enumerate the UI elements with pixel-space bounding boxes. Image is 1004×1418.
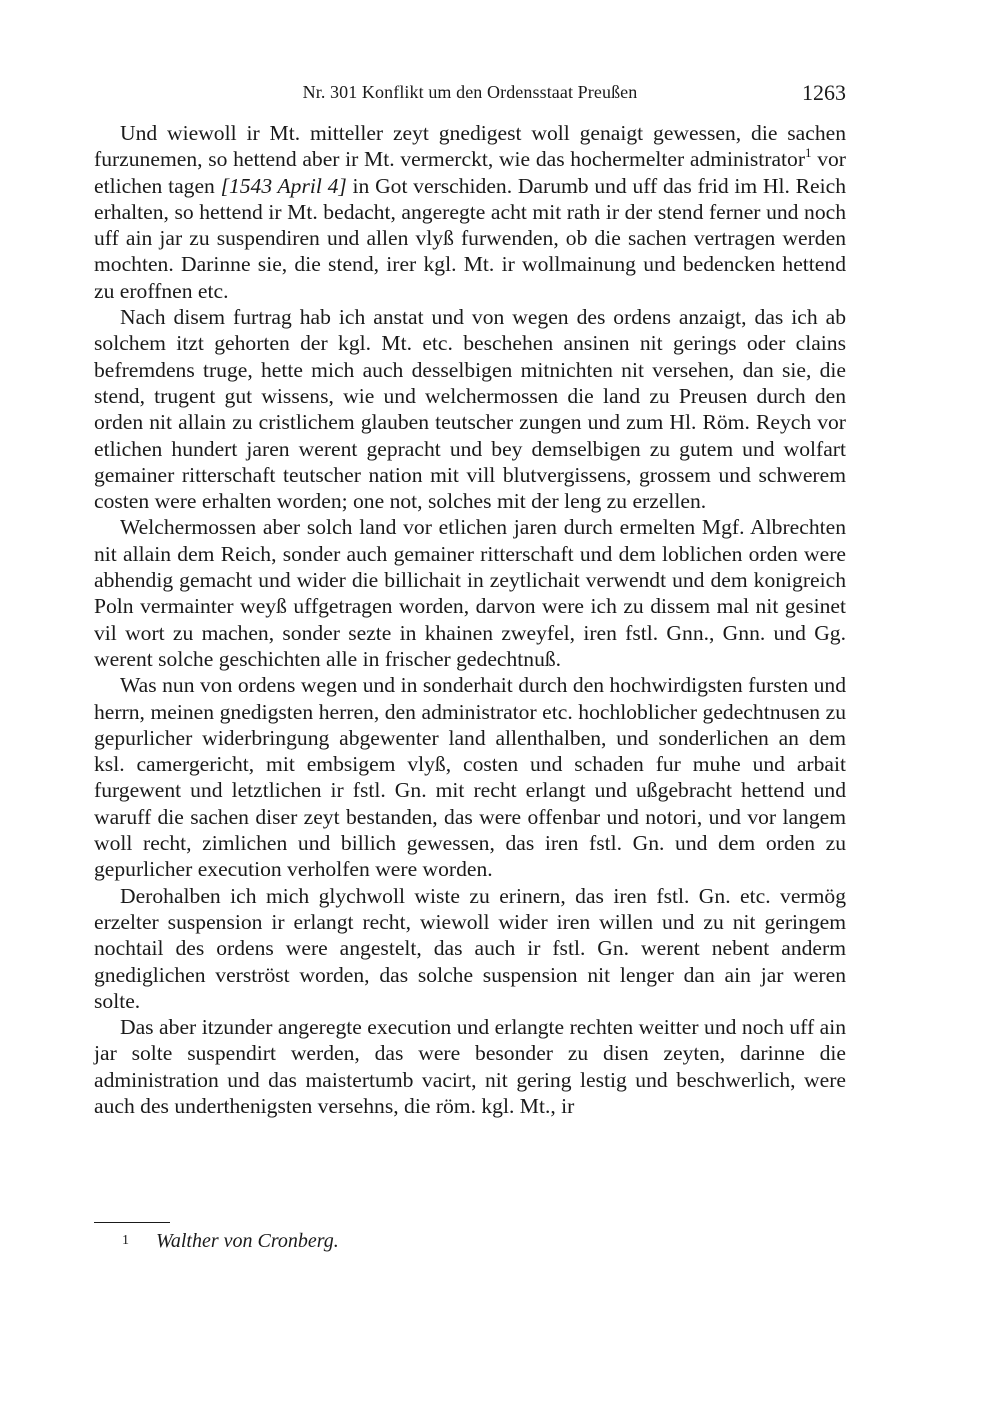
paragraph-6: Das aber itzunder angeregte execution und erlangte rechten weitter und noch uff ain jar solte suspendirt werden, das were besonder zu disen zeyten, darinne die administration und das maistertumb vacirt, nit gering lestig und beschwerlich, were auch des underthenigsten versehns, die röm. kgl. Mt., ir [94,1015,846,1118]
paragraph-1: Und wiewoll ir Mt. mitteller zeyt gnedigest woll genaigt gewessen, die sachen furzunemen, so hettend aber ir Mt. vermerckt, wie das hochermelter administrator$^1$ vor etlichen tagen [1543 April 4] in Got verschiden. Darumb und uff das frid im Hl. Reich erhalten, so hettend ir Mt. bedacht, angeregte acht mit rath ir der stend ferner und noch uff ain jar zu suspendiren und allen vlyß furwenden, ob die sachen vertragen werden mochten. Darinne sie, die stend, irer kgl. Mt. ir wollmainung und bedencken hettend zu eroffnen etc. [94,121,847,303]
paragraph-5: Derohalben ich mich glychwoll wiste zu erinern, das iren fstl. Gn. etc. vermög erzelter suspension ir erlangt recht, wiewoll wider iren willen und zu nit geringem nochtail des ordens were angestelt, das auch ir fstl. Gn. werent nebent anderm gnediglichen verströst worden, das solche suspension nit lenger dan ain jar weren solte. [94,883,846,1013]
footnote-separator [94,1222,170,1223]
footnote-text: Walther von Cronberg. [156,1230,339,1252]
paragraph-4: Was nun von ordens wegen und in sonderhait durch den hochwirdigsten fursten und herrn, meinen gnedigsten herren, den administrator etc. hochloblicher gedechtnusen zu gepurlicher widerbringung abgewenter land allenthalben, und sonderlichen an dem ksl. camergericht, mit embsigem vlyß, costen und schaden fur muhe und arbait furgewent und letztlichen ir fstl. Gn. mit recht erlangt und ußgebracht hettend und waruff die sachen diser zeyt bestanden, das were offenbar und notori, und vor langem woll recht, zimlichen und billich gewessen, das iren fstl. Gn. und dem orden zu gepurlicher execution verholfen were worden. [94,673,846,882]
editorial-date: [1543 April 4] [220,173,347,198]
page-number: 1263 [802,80,846,105]
main-text [94,120,846,1119]
paragraph-3: Welchermossen aber solch land vor etlichen jaren durch ermelten Mgf. Albrechten nit allain dem Reich, sonder auch gemainer ritterschaft und dem loblichen orden were abhendig gemacht und wider die billichait in zeytlichait verwendt und dem konigreich Poln vermainter weyß uffgetragen worden, darvon were ich zu dissem mal nit gesinet vil wort zu machen, sonder sezte in khainen zweyfel, iren fstl. Gnn., Gnn. und Gg. werent solche geschichten alle in frischer gedechtnuß. [94,515,846,671]
running-title: Nr. 301 Konflikt um den Ordensstaat Preußen [302,82,638,102]
footnote-number: 1 [122,1233,129,1248]
paragraph-2: Nach disem furtrag hab ich anstat und von wegen des ordens anzaigt, das ich ab solchem itzt gehorten der kgl. Mt. etc. beschehen ansinen nit gerings oder clains befremdens truge, hette mich auch desselbigen mitnichten nit versehen, dan sie, die stend, trugent gut wissens, wie und welchermossen die land zu Preusen durch den orden nit allain zu cristlichem glauben teutscher zungen und zum Hl. Röm. Reych vor etlichen hundert jaren werent gepracht und bey demselbigen zu gutem und wolfart gemainer ritterschaft teutscher nation mit vill blutvergissens, grossem und schwerem costen were erhalten worden; one not, solches mit der leng zu erzellen. [94,305,846,514]
page-header [94,80,846,108]
footnote-reference[interactable]: 1 [805,144,812,160]
